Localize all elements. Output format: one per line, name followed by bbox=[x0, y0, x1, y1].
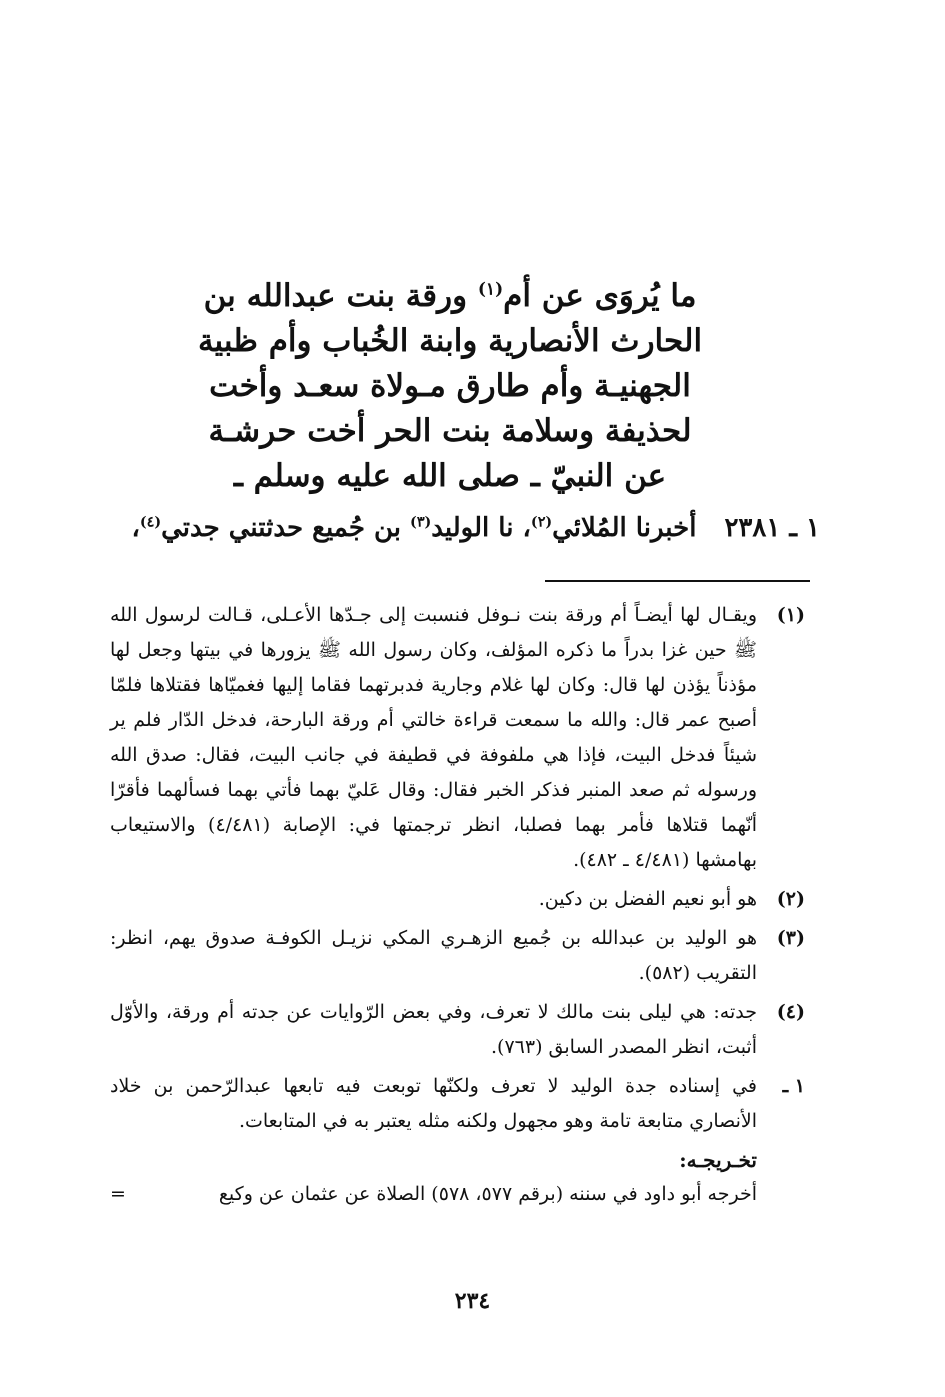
footnote-ref-4: (٤) bbox=[139, 514, 162, 531]
heading-line-5: عن النبيّ ـ صلى الله عليه وسلم ـ bbox=[233, 458, 667, 494]
hadith-number: ١ ـ ٢٣٨١ bbox=[724, 513, 820, 543]
footnotes bbox=[110, 598, 805, 1211]
takhrij-text: أخرجه أبو داود في سننه (برقم ٥٧٧، ٥٧٨) الصلاة عن عثمان عن وكيع = bbox=[110, 1177, 757, 1211]
footnote-marker: (٣) bbox=[776, 927, 805, 949]
takhrij-heading: تخـريجـه: bbox=[679, 1148, 757, 1172]
footnote bbox=[110, 995, 805, 1065]
heading-line-2: الحارث الأنصارية وابنة الخُباب وأم ظبية bbox=[197, 323, 703, 359]
footnote-text: هو الوليد بن عبدالله بن جُميع الزهـري المكي نزيـل الكوفـة صدوق يهم، انظر: التقريب (٥٨٢). bbox=[110, 927, 757, 984]
footnote-text: هو أبو نعيم الفضل بن دكين. bbox=[538, 888, 757, 910]
continuation-mark: = bbox=[110, 1183, 126, 1205]
footnote-text: جدته: هي ليلى بنت مالك لا تعرف، وفي بعض الرّوايات عن جدته أم ورقة، والأوّل أثبت، انظر المصدر السابق (٧٦٣). bbox=[110, 1001, 757, 1058]
hadith-text: ١ ـ ٢٣٨١أخبرنا المُلائي$^{(٢)}$، نا الوليد$^{(٣)}$ بن جُميع حدثتني جدتي$^{(٤)}$، bbox=[131, 513, 820, 543]
heading-line-4: لحذيفة وسلامة بنت الحر أخت حرشـة bbox=[208, 413, 692, 449]
footnote bbox=[110, 882, 805, 917]
footnote-divider bbox=[545, 580, 810, 582]
footnote-ref-2: (٢) bbox=[530, 514, 553, 531]
heading-line-3: الجهنيـة وأم طارق مـولاة سعـد وأخت bbox=[209, 368, 691, 404]
footnote bbox=[110, 1069, 805, 1139]
heading-line-1: ما يُروَى عن أم$^{(١)}$ ورقة بنت عبدالله بن bbox=[203, 278, 697, 314]
footnote-ref-3: (٣) bbox=[410, 514, 432, 531]
footnote bbox=[110, 921, 805, 991]
page-number: ٢٣٤ bbox=[454, 1288, 491, 1314]
footnote-marker: ١ ـ bbox=[782, 1075, 805, 1097]
footnote-marker: (١) bbox=[776, 604, 805, 626]
footnote-marker: (٢) bbox=[776, 888, 805, 910]
footnote-text: في إسناده جدة الوليد لا تعرف ولكنّها توبعت فيه تابعها عبدالرّحمن بن خلاد الأنصاري متابعة تامة وهو مجهول ولكنه مثله يعتبر به في المتابعات. bbox=[110, 1075, 757, 1132]
chapter-heading bbox=[190, 274, 710, 499]
footnote bbox=[110, 598, 805, 878]
footnote-ref-1: (١) bbox=[477, 279, 504, 300]
footnote-marker: (٤) bbox=[776, 1001, 805, 1023]
footnote-text: ويقـال لها أيضـاً أم ورقة بنت نـوفل فنسبت إلى جـدّها الأعـلى، قـالت لرسول الله ﷺ حين غزا بدراً ما ذكره المؤلف، وكان رسول الله ﷺ يزورها في بيتها وجعل لها مؤذناً يؤذن لها قال: وكان لها غلام وجارية فدبرتهما فقاما إليها فغميّاها فقتلاها فلمّا أصبح عمر قال: والله ما سمعت قراءة خالتي أم ورقة البارحة، فدخل الدّار فلم ير شيئاً فدخل البيت، فإذا هي ملفوفة في قطيفة في جانب البيت، فقال: صدق الله ورسوله ثم صعد المنبر فذكر الخبر فقال: وقال عَليّ بهما فأتي بهما فسألهما فأقرّا أنّهما قتلاها فأمر بهما فصلبا، انظر ترجمتها في: الإصابة (٤/٤٨١) والاستيعاب بهامشها (٤/٤٨١ ـ ٤٨٢). bbox=[110, 604, 758, 871]
